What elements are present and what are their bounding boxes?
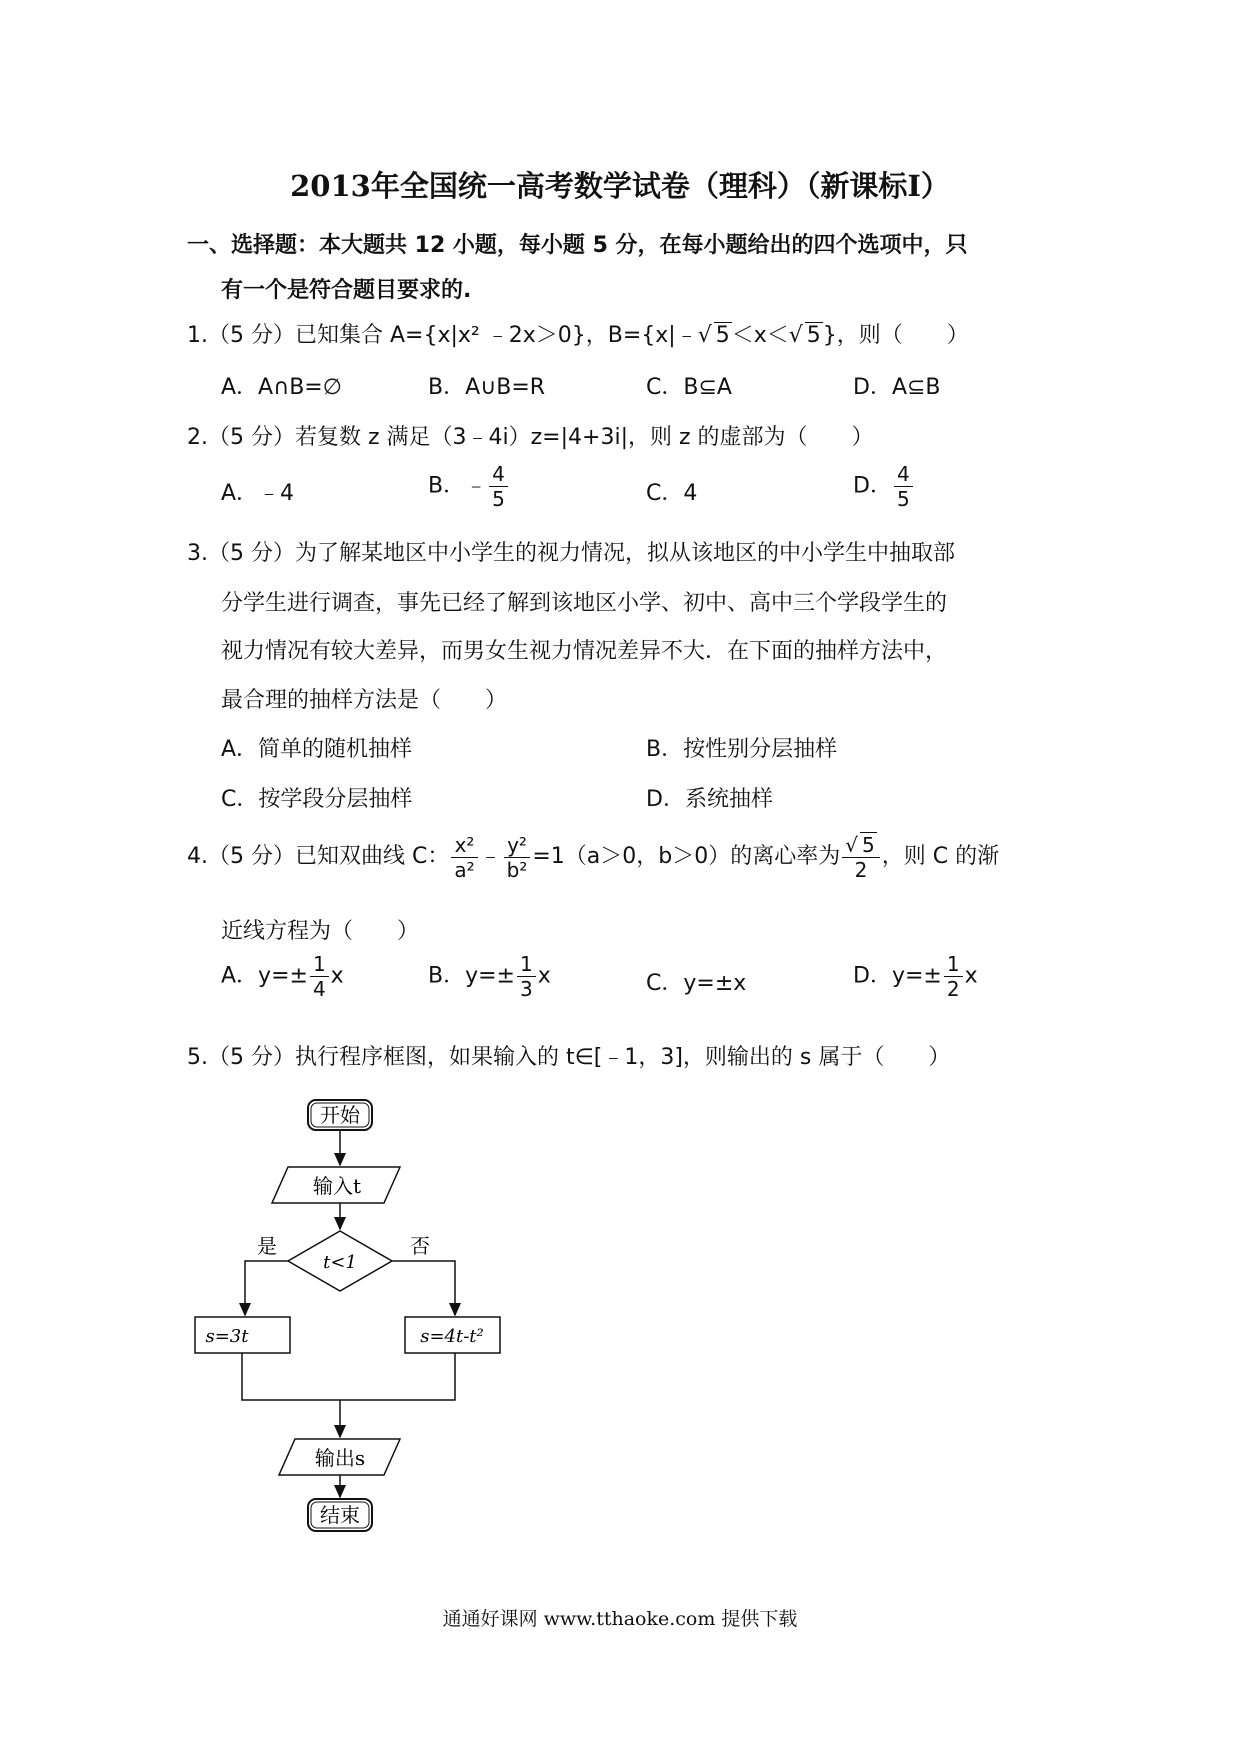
start-label: 开始 [320, 1103, 360, 1127]
fraction [517, 952, 536, 1001]
denominator: 2 [842, 857, 879, 882]
question-3-line3: 视力情况有较大差异，而男女生视力情况差异不大．在下面的抽样方法中， [221, 639, 948, 664]
sqrt-icon: √ [845, 833, 858, 857]
numerator: 1 [519, 952, 533, 976]
question-3-line2: 分学生进行调查，事先已经了解到该地区小学、初中、高中三个学段学生的 [221, 591, 948, 616]
denominator: 2 [944, 976, 963, 1001]
sqrt-icon: √ [788, 323, 803, 348]
numerator: x² [454, 832, 475, 857]
q1-option-a: A．A∩B=∅ [221, 375, 342, 400]
denominator: 5 [894, 486, 913, 511]
yes-label: 是 [257, 1234, 277, 1258]
denominator: a² [451, 857, 477, 882]
page-footer: 通通好课网 www.tthaoke.com 提供下载 [442, 1608, 798, 1630]
right-box-label: s=4t-t² [420, 1326, 484, 1347]
denominator: b² [504, 857, 531, 882]
no-branch-arrow [392, 1261, 455, 1315]
variable: x [537, 963, 551, 989]
end-label: 结束 [320, 1503, 360, 1527]
q4-option-d [853, 952, 978, 1001]
question-4-line1 [187, 832, 999, 882]
option-label: B．﹣ [428, 473, 488, 499]
fraction [310, 952, 329, 1001]
question-text: （5 分）已知集合 A={x|x² ﹣2x＞0}，B={x|﹣ [208, 323, 698, 348]
numerator [842, 832, 879, 857]
variable: x [330, 963, 344, 989]
q2-option-b [428, 462, 510, 511]
left-box-label: s=3t [205, 1326, 249, 1347]
minus-sign: ﹣ [479, 844, 502, 869]
question-3-line1 [187, 536, 955, 567]
condition-label: t<1 [323, 1252, 357, 1273]
yes-branch-arrow [245, 1261, 288, 1315]
question-number: 1. [187, 323, 208, 348]
q2-option-a: A．﹣4 [221, 481, 295, 506]
q1-option-b: B．A∪B=R [428, 375, 546, 400]
sqrt-icon: √ [697, 323, 712, 348]
question-text: （5 分）执行程序框图，如果输入的 t∈[﹣1，3]，则输出的 s 属于（ ） [208, 1045, 951, 1070]
q1-option-c: C．B⊆A [646, 375, 732, 400]
numerator: 1 [312, 952, 326, 976]
q2-option-c: C．4 [646, 481, 698, 506]
option-label: A．y=± [221, 963, 308, 989]
question-4-line2: 近线方程为（ ） [221, 919, 420, 944]
question-2 [187, 420, 874, 451]
fraction [504, 833, 531, 882]
denominator: 3 [517, 976, 536, 1001]
q2-option-d [853, 462, 915, 511]
section-heading-line2: 有一个是符合题目要求的. [221, 278, 472, 303]
q4-option-c: C．y=±x [646, 971, 747, 996]
page-title: 2013年全国统一高考数学试卷（理科）（新课标Ⅰ） [290, 169, 950, 203]
numerator: 1 [946, 952, 960, 976]
q3-option-d: D．系统抽样 [646, 787, 773, 812]
section-heading-line1: 一、选择题：本大题共 12 小题，每小题 5 分，在每小题给出的四个选项中，只 [187, 233, 968, 258]
denominator: 5 [489, 486, 508, 511]
question-text: （5 分）若复数 z 满足（3﹣4i）z=|4+3i|，则 z 的虚部为（ ） [208, 425, 874, 450]
fraction [451, 833, 477, 882]
question-text: =1（a＞0，b＞0）的离心率为 [532, 844, 841, 869]
option-label: B．y=± [428, 963, 515, 989]
question-3-line4: 最合理的抽样方法是（ ） [221, 688, 508, 713]
q1-option-d: D．A⊆B [853, 375, 941, 400]
output-label: 输出s [314, 1446, 366, 1470]
merge-line [242, 1353, 455, 1400]
q4-option-b [428, 952, 551, 1001]
q4-option-a [221, 952, 344, 1001]
no-label: 否 [410, 1234, 430, 1258]
numerator: y² [507, 832, 527, 857]
question-text: （5 分）为了解某地区中小学生的视力情况，拟从该地区的中小学生中抽取部 [208, 541, 955, 566]
question-5 [187, 1040, 950, 1071]
q3-option-c: C．按学段分层抽样 [221, 787, 413, 812]
inequality-text: ＜x＜ [731, 323, 789, 348]
question-text-end: }，则（ ） [822, 323, 969, 348]
option-label: D． [853, 473, 892, 499]
program-flowchart [185, 1085, 525, 1615]
question-number: 5. [187, 1045, 208, 1070]
input-label: 输入t [312, 1174, 362, 1198]
question-text: ，则 C 的渐 [881, 844, 1000, 869]
radicand: 5 [862, 833, 875, 857]
variable: x [964, 963, 978, 989]
fraction [944, 952, 963, 1001]
numerator: 4 [492, 462, 505, 486]
denominator: 4 [310, 976, 329, 1001]
fraction [489, 462, 508, 511]
question-text: （5 分）已知双曲线 C： [208, 844, 450, 869]
option-label: D．y=± [853, 963, 942, 989]
question-1 [187, 318, 969, 349]
fraction [894, 462, 913, 511]
fraction [842, 832, 879, 882]
q3-option-b: B．按性别分层抽样 [646, 737, 838, 762]
radicand: 5 [806, 323, 821, 348]
question-number: 2. [187, 425, 208, 450]
q3-option-a: A．简单的随机抽样 [221, 737, 413, 762]
question-number: 3. [187, 541, 208, 566]
numerator: 4 [896, 462, 910, 486]
question-number: 4. [187, 844, 208, 869]
radicand: 5 [715, 323, 730, 348]
